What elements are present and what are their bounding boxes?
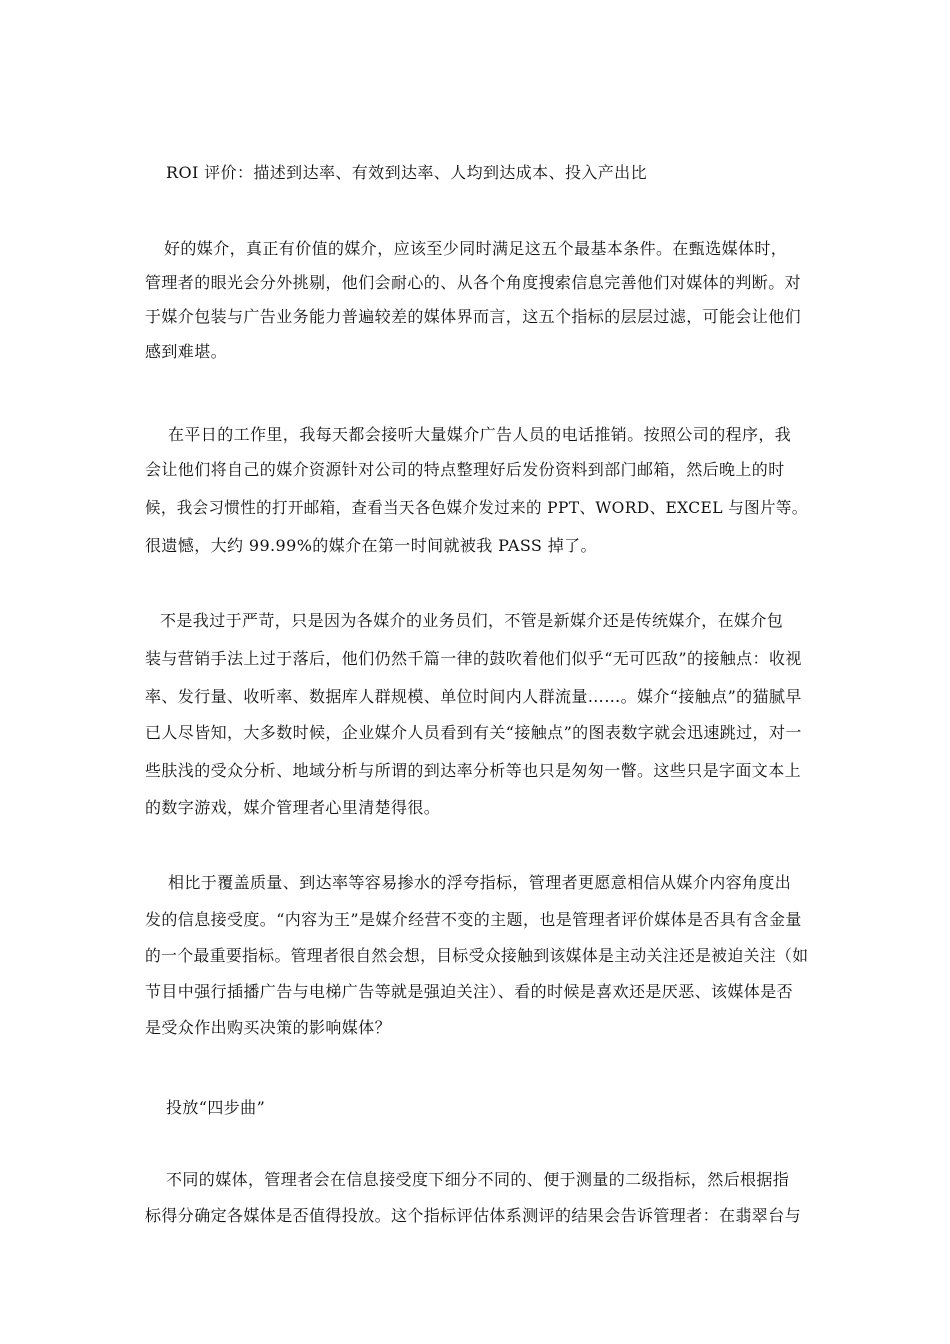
paragraph-line: 标得分确定各媒体是否值得投放。这个指标评估体系测评的结果会告诉管理者：在翡翠台与: [145, 1206, 802, 1225]
paragraph-line: 相比于覆盖质量、到达率等容易掺水的浮夸指标，管理者更愿意相信从媒介内容角度出: [168, 873, 792, 892]
paragraph-line: 的数字游戏，媒介管理者心里清楚得很。: [145, 798, 441, 817]
paragraph-line: 很遗憾，大约 99.99%的媒介在第一时间就被我 PASS 掉了。: [145, 536, 597, 555]
paragraph-line: 会让他们将自己的媒介资源针对公司的特点整理好后发份资料到部门邮箱，然后晚上的时: [145, 460, 785, 479]
paragraph-line: 些肤浅的受众分析、地域分析与所谓的到达率分析等也只是匆匆一瞥。这些只是字面文本上: [145, 761, 802, 780]
paragraph-line: 管理者的眼光会分外挑剔，他们会耐心的、从各个角度搜索信息完善他们对媒体的判断。对: [145, 273, 802, 292]
paragraph-line: 感到难堪。: [145, 342, 228, 361]
paragraph-line: 节目中强行插播广告与电梯广告等就是强迫关注）、看的时候是喜欢还是厌恶、该媒体是否: [145, 982, 794, 1001]
paragraph-line: 候，我会习惯性的打开邮箱，查看当天各色媒介发过来的 PPT、WORD、EXCEL 与图片等。: [145, 498, 808, 517]
paragraph-line: 不同的媒体，管理者会在信息接受度下细分不同的、便于测量的二级指标，然后根据指: [166, 1170, 790, 1189]
paragraph-line: 的一个最重要指标。管理者很自然会想，目标受众接触到该媒体是主动关注还是被迫关注（如: [145, 946, 809, 965]
paragraph-line: 好的媒介，真正有价值的媒介，应该至少同时满足这五个最基本条件。在甄选媒体时，: [164, 239, 788, 258]
paragraph-line: 于媒介包装与广告业务能力普遍较差的媒体界而言，这五个指标的层层过滤，可能会让他们: [145, 307, 802, 326]
paragraph-line: 是受众作出购买决策的影响媒体？: [145, 1018, 392, 1037]
steps-heading: 投放“四步曲”: [166, 1098, 266, 1117]
paragraph-line: 已人尽皆知，大多数时候，企业媒介人员看到有关“接触点”的图表数字就会迅速跳过，对一: [145, 723, 802, 742]
paragraph-line: 发的信息接受度。“内容为王”是媒介经营不变的主题，也是管理者评价媒体是否具有含金量: [145, 910, 802, 929]
paragraph-line: 不是我过于严苛，只是因为各媒介的业务员们，不管是新媒介还是传统媒介，在媒介包: [160, 611, 784, 630]
roi-heading: ROI 评价：描述到达率、有效到达率、人均到达成本、投入产出比: [166, 163, 647, 182]
paragraph-line: 率、发行量、收听率、数据库人群规模、单位时间内人群流量……。媒介“接触点”的猫腻早: [145, 687, 802, 706]
paragraph-line: 在平日的工作里，我每天都会接听大量媒介广告人员的电话推销。按照公司的程序，我: [168, 425, 792, 444]
paragraph-line: 装与营销手法上过于落后，他们仍然千篇一律的鼓吹着他们似乎“无可匹敌”的接触点：收视: [145, 649, 802, 668]
